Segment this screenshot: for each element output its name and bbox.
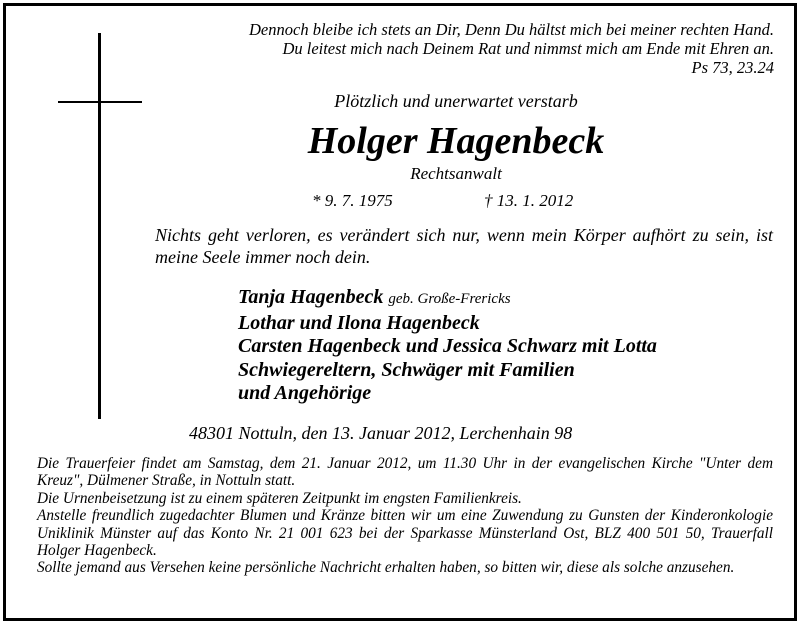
family-line-5: und Angehörige bbox=[238, 382, 372, 404]
death-date: † 13. 1. 2012 bbox=[484, 191, 574, 210]
cross-icon bbox=[98, 33, 101, 419]
profession: Rechtsanwalt bbox=[410, 164, 502, 183]
info-paragraph-service: Die Trauerfeier findet am Samstag, dem 21. Januar 2012, um 11.30 Uhr in der evangelischen Kirche "Unter dem Kreuz", Dülmener Straße, in Nottuln statt. bbox=[37, 455, 773, 490]
family-line-4: Schwiegereltern, Schwäger mit Familien bbox=[238, 358, 575, 381]
family-line-3: Carsten Hagenbeck und Jessica Schwarz mit Lotta bbox=[238, 335, 657, 357]
family-line-2: Lothar und Ilona Hagenbeck bbox=[238, 311, 480, 334]
motto-source: Ps 73, 23.24 bbox=[691, 58, 774, 77]
info-paragraph-notice: Sollte jemand aus Versehen keine persönliche Nachricht erhalten haben, so bitten wir, diese als solche anzusehen. bbox=[37, 559, 735, 577]
cross-icon-bar bbox=[58, 101, 142, 103]
place-and-date: 48301 Nottuln, den 13. Januar 2012, Lerchenhain 98 bbox=[189, 423, 573, 443]
funeral-info bbox=[37, 455, 773, 577]
family-line-1 bbox=[238, 286, 657, 312]
birth-date: * 9. 7. 1975 bbox=[312, 191, 393, 210]
info-paragraph-burial: Die Urnenbeisetzung ist zu einem späteren Zeitpunkt im engsten Familienkreis. bbox=[37, 489, 522, 507]
motto-line-2: Du leitest mich nach Deinem Rat und nimmst mich am Ende mit Ehren an. bbox=[282, 39, 774, 58]
family-line-1-name: Tanja Hagenbeck bbox=[238, 286, 384, 308]
info-paragraph-donation: Anstelle freundlich zugedachter Blumen und Kränze bitten wir um eine Zuwendung zu Gunsten der Kinderonkologie Uniklinik Münster auf das Konto Nr. 21 001 623 bei der Sparkasse Münsterland Ost, BLZ 400 501 50, Trauerfall Holger Hagenbeck. bbox=[37, 507, 773, 560]
motto-line-1: Dennoch bleibe ich stets an Dir, Denn Du hältst mich bei meiner rechten Hand. bbox=[249, 20, 774, 39]
memorial-quote: Nichts geht verloren, es verändert sich nur, wenn mein Körper aufhört zu sein, ist meine Seele immer noch dein. bbox=[155, 225, 773, 267]
announcement: Plötzlich und unerwartet verstarb bbox=[334, 91, 578, 111]
family-line-1-suffix: geb. Große-Frericks bbox=[388, 291, 511, 307]
family-list bbox=[238, 286, 657, 406]
obituary-notice bbox=[3, 3, 797, 621]
deceased-name: Holger Hagenbeck bbox=[307, 120, 605, 162]
